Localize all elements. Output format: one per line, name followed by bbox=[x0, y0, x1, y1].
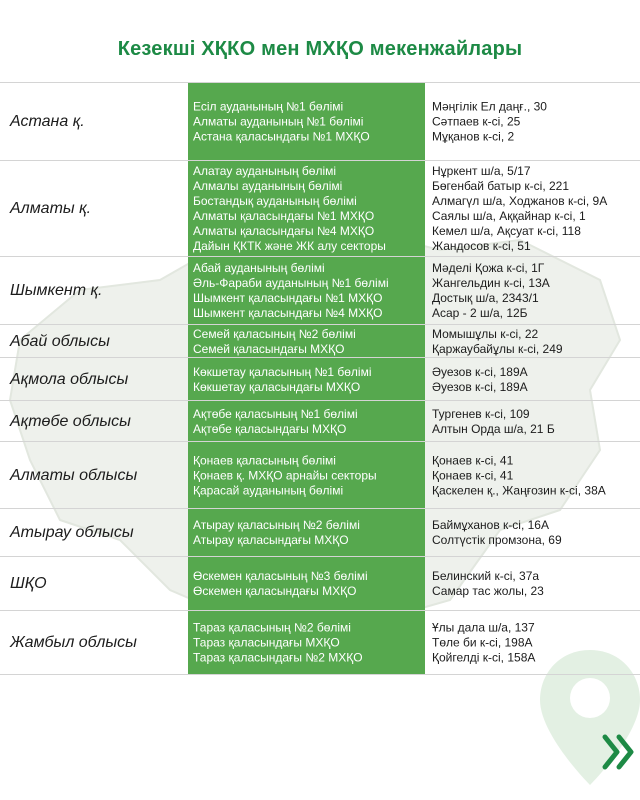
branch-name: Семей қаласындағы МХҚО bbox=[193, 341, 345, 356]
branch-name: Алатау ауданының бөлімі bbox=[193, 164, 337, 178]
branch-list bbox=[193, 327, 423, 357]
address-list bbox=[432, 365, 637, 395]
table-row bbox=[0, 556, 640, 611]
region-name: Алматы қ. bbox=[10, 200, 92, 217]
address-line: Төле би к-сі, 198А bbox=[432, 635, 533, 650]
branch-name: Қонаев қаласының бөлімі bbox=[193, 453, 336, 467]
region-name: Ақмола облысы bbox=[10, 370, 129, 388]
branch-name: Шымкент қаласындағы №4 МХҚО bbox=[193, 306, 383, 320]
address-list bbox=[432, 100, 637, 145]
branch-name: Алматы ауданының №1 бөлімі bbox=[193, 114, 364, 129]
address-line: Мұқанов к-сі, 2 bbox=[432, 129, 515, 144]
table-row bbox=[0, 357, 640, 401]
address-line: Алтын Орда ш/а, 21 Б bbox=[432, 421, 555, 436]
address-line: Тургенев к-сі, 109 bbox=[432, 406, 530, 421]
branch-name: Өскемен қаласындағы МХҚО bbox=[193, 584, 357, 598]
branch-list bbox=[193, 453, 423, 498]
address-line: Достық ш/а, 2343/1 bbox=[432, 291, 539, 305]
branch-name: Қарасай ауданының бөлімі bbox=[193, 483, 344, 497]
address-list bbox=[432, 327, 637, 357]
address-line: Мәңгілік Ел даңғ., 30 bbox=[432, 99, 547, 114]
branch-list bbox=[193, 621, 423, 666]
address-line: Мәделі Қожа к-сі, 1Г bbox=[432, 261, 545, 275]
address-line: Алмагүл ш/а, Ходжанов к-сі, 9А bbox=[432, 194, 608, 208]
address-line: Саялы ш/а, Аққайнар к-сі, 1 bbox=[432, 209, 586, 223]
branch-name: Алматы қаласындағы №1 МХҚО bbox=[193, 209, 375, 223]
region-name: Шымкент қ. bbox=[10, 282, 103, 299]
address-line: Қонаев к-сі, 41 bbox=[432, 468, 514, 482]
branch-list bbox=[193, 407, 423, 437]
table-row bbox=[0, 82, 640, 161]
branch-name: Бостандық ауданының бөлімі bbox=[193, 194, 357, 208]
branch-name: Дайын ҚКТК және ЖК алу секторы bbox=[193, 239, 386, 253]
branch-list bbox=[193, 164, 423, 254]
table-row bbox=[0, 441, 640, 509]
table-row bbox=[0, 400, 640, 442]
table-row bbox=[0, 160, 640, 257]
address-line: Бөгенбай батыр к-сі, 221 bbox=[432, 179, 570, 193]
region-name: Атырау облысы bbox=[10, 524, 134, 541]
address-line: Әуезов к-сі, 189А bbox=[432, 364, 528, 379]
branch-name: Алматы қаласындағы №4 МХҚО bbox=[193, 224, 375, 238]
branch-list bbox=[193, 100, 423, 145]
branch-name: Көкшетау қаласындағы МХҚО bbox=[193, 379, 361, 394]
address-list bbox=[432, 621, 637, 666]
branch-name: Семей қаласының №2 бөлімі bbox=[193, 326, 356, 341]
address-list bbox=[432, 518, 637, 548]
branch-name: Әль-Фараби ауданының №1 бөлімі bbox=[193, 276, 389, 290]
page-title: Кезекші ХҚКО мен МХҚО мекенжайлары bbox=[117, 38, 523, 60]
branch-name: Тараз қаласындағы №2 МХҚО bbox=[193, 650, 363, 665]
address-line: Қонаев к-сі, 41 bbox=[432, 453, 514, 467]
address-line: Баймұханов к-сі, 16А bbox=[432, 518, 549, 532]
table-row bbox=[0, 324, 640, 358]
address-line: Момышұлы к-сі, 22 bbox=[432, 326, 539, 341]
address-line: Әуезов к-сі, 189А bbox=[432, 379, 528, 394]
address-list bbox=[432, 453, 637, 498]
branch-name: Есіл ауданының №1 бөлімі bbox=[193, 99, 344, 114]
address-list bbox=[432, 261, 637, 321]
branch-name: Қонаев қ. МХҚО арнайы секторы bbox=[193, 468, 377, 482]
address-list bbox=[432, 164, 637, 254]
table-row bbox=[0, 610, 640, 675]
branch-name: Атырау қаласындағы МХҚО bbox=[193, 533, 349, 547]
branch-name: Алмалы ауданының бөлімі bbox=[193, 179, 343, 193]
region-name: Алматы облысы bbox=[10, 466, 138, 484]
address-line: Жандосов к-сі, 51 bbox=[432, 239, 531, 253]
address-list bbox=[432, 407, 637, 437]
region-name: Астана қ. bbox=[10, 113, 85, 130]
address-line: Кемел ш/а, Ақсуат к-сі, 118 bbox=[432, 224, 581, 238]
address-line: Сәтпаев к-сі, 25 bbox=[432, 114, 521, 129]
branch-list bbox=[193, 569, 423, 599]
branch-name: Көкшетау қаласының №1 бөлімі bbox=[193, 364, 372, 379]
address-line: Ұлы дала ш/а, 137 bbox=[432, 620, 535, 635]
region-name: Абай облысы bbox=[10, 332, 110, 350]
branch-list bbox=[193, 261, 423, 321]
branch-name: Өскемен қаласының №3 бөлімі bbox=[193, 569, 368, 583]
branch-name: Тараз қаласындағы МХҚО bbox=[193, 635, 340, 650]
branch-name: Атырау қаласының №2 бөлімі bbox=[193, 518, 360, 532]
double-chevron-right-icon[interactable] bbox=[602, 734, 636, 770]
address-line: Қаржаубайұлы к-сі, 249 bbox=[432, 341, 563, 356]
branch-name: Абай ауданының бөлімі bbox=[193, 261, 325, 275]
branch-name: Ақтөбе қаласындағы МХҚО bbox=[193, 421, 347, 436]
region-name: Жамбыл облысы bbox=[10, 634, 137, 651]
region-name: ШҚО bbox=[10, 575, 47, 592]
region-name: Ақтөбе облысы bbox=[10, 412, 131, 430]
address-line: Белинский к-сі, 37а bbox=[432, 569, 540, 583]
address-line: Жангельдин к-сі, 13А bbox=[432, 276, 550, 290]
branch-list bbox=[193, 365, 423, 395]
address-line: Қойгелді к-сі, 158А bbox=[432, 650, 536, 665]
address-line: Нұркент ш/а, 5/17 bbox=[432, 164, 531, 178]
branch-name: Тараз қаласының №2 бөлімі bbox=[193, 620, 351, 635]
table-bottom-border bbox=[0, 674, 640, 675]
address-line: Солтүстік промзона, 69 bbox=[432, 533, 562, 547]
branch-list bbox=[193, 518, 423, 548]
branch-name: Шымкент қаласындағы №1 МХҚО bbox=[193, 291, 383, 305]
branch-name: Ақтөбе қаласының №1 бөлімі bbox=[193, 406, 358, 421]
table-row bbox=[0, 256, 640, 325]
branch-name: Астана қаласындағы №1 МХҚО bbox=[193, 129, 370, 144]
address-line: Асар - 2 ш/а, 12Б bbox=[432, 306, 528, 320]
address-line: Қаскелен қ., Жаңғозин к-сі, 38А bbox=[432, 483, 606, 497]
address-line: Самар тас жолы, 23 bbox=[432, 584, 544, 598]
address-list bbox=[432, 569, 637, 599]
table-row bbox=[0, 508, 640, 557]
